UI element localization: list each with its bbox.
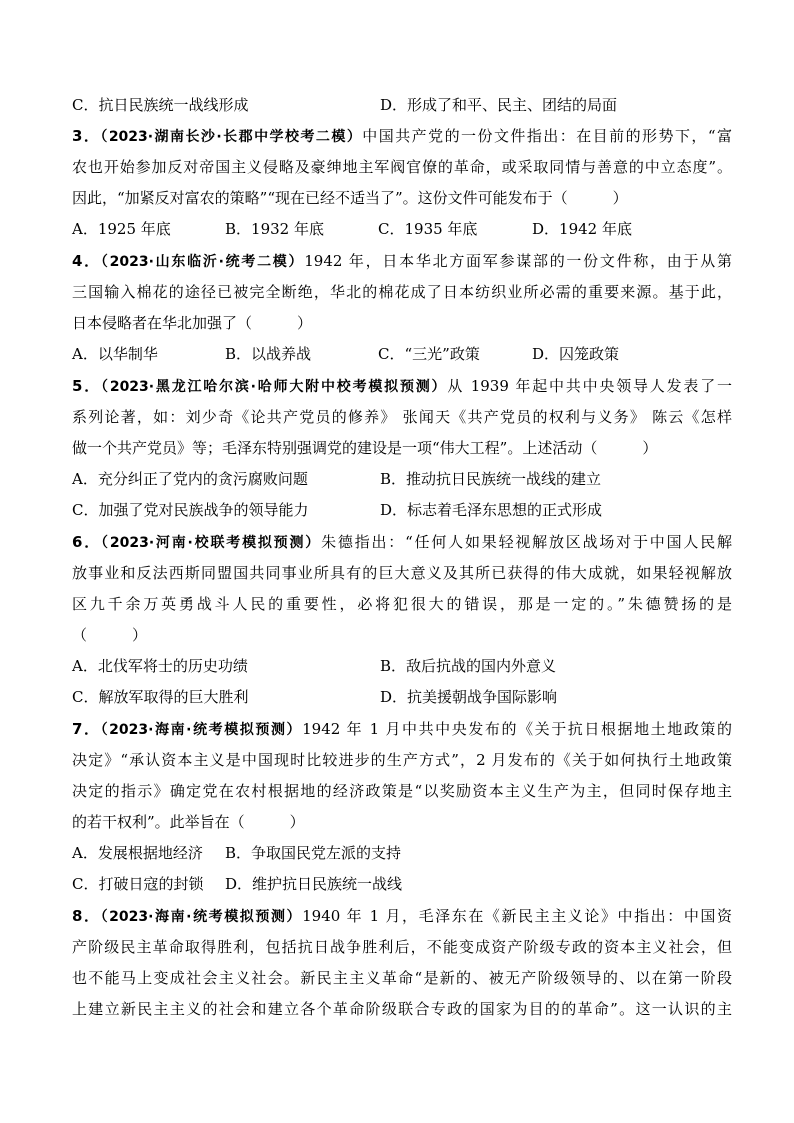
q2-option-c: C．抗日民族统一战线形成 xyxy=(72,96,249,114)
q3-option-c: C．1935 年底 xyxy=(378,220,478,238)
q7-option-c: C．打破日寇的封锁 xyxy=(72,875,204,893)
q5-source: （2023·黑龙江哈尔滨·哈师大附中校考模拟预测） xyxy=(101,379,448,395)
q6-option-a: A．北伐军将士的历史功绩 xyxy=(72,657,248,675)
q8-number: 8． xyxy=(72,907,101,925)
q8-line-2: 产阶级民主革命取得胜利，包括抗日战争胜利后，不能变成资产阶级专政的资本主义社会，但 xyxy=(72,938,732,956)
q5-option-b: B．推动抗日民族统一战线的建立 xyxy=(380,470,602,488)
q8-line-3: 也不能马上变成社会主义社会。新民主主义革命“是新的、被无产阶级领导的、以在第一阶段 xyxy=(72,969,732,987)
q7-option-d: D．维护抗日民族统一战线 xyxy=(225,875,403,893)
q7-option-a: A．发展根据地经济 xyxy=(72,844,203,862)
q8-line-4: 上建立新民主主义的社会和建立各个革命阶级联合专政的国家为目的的革命”。这一认识的主 xyxy=(72,1000,732,1018)
q6-line-4: （ ） xyxy=(72,626,148,644)
q4-option-a: A．以华制华 xyxy=(72,345,158,363)
q7-source: （2023·海南·统考模拟预测） xyxy=(100,722,303,738)
q4-line-2: 三国输入棉花的途径已被完全断绝，华北的棉花成了日本纺织业所必需的重要来源。基于此， xyxy=(72,283,732,301)
q6-line-3: 区九千余万英勇战斗人民的重要性，必将犯很大的错误，那是一定的。”朱德赞扬的是 xyxy=(72,595,732,613)
q5-line-1 xyxy=(72,375,732,398)
q4-text-1: 1942 年，日本华北方面军参谋部的一份文件称，由于从第 xyxy=(304,252,732,270)
q8-line-1 xyxy=(72,905,732,928)
q4-line-3: 日本侵略者在华北加强了（ ） xyxy=(72,314,313,332)
q6-line-1 xyxy=(72,531,732,554)
q6-option-d: D．抗美援朝战争国际影响 xyxy=(380,688,558,706)
q3-line-2: 农也开始参加反对帝国主义侵略及豪绅地主军阀官僚的革命，或采取同情与善意的中立态度”。 xyxy=(72,158,732,176)
q7-line-4: 的若干权利”。此举旨在（ ） xyxy=(72,813,305,831)
q4-source: （2023·山东临沂·统考二模） xyxy=(100,254,305,270)
q6-text-1: 朱德指出：“任何人如果轻视解放区战场对于中国人民解 xyxy=(321,533,732,551)
q5-option-d: D．标志着毛泽东思想的正式形成 xyxy=(380,501,603,519)
q2-option-d: D．形成了和平、民主、团结的局面 xyxy=(380,96,618,114)
q5-text-1: 从 1939 年起中共中央领导人发表了一 xyxy=(447,377,732,395)
q5-option-c: C．加强了党对民族战争的领导能力 xyxy=(72,501,309,519)
q4-option-d: D．囚笼政策 xyxy=(532,345,620,363)
q3-option-d: D．1942 年底 xyxy=(532,220,632,238)
q6-source: （2023·河南·校联考模拟预测） xyxy=(101,535,322,551)
q6-number: 6． xyxy=(72,533,102,551)
q3-line-1 xyxy=(72,125,732,148)
q7-text-1: 1942 年 1 月中共中央发布的《关于抗日根据地土地政策的 xyxy=(302,720,732,738)
q6-option-b: B．敌后抗战的国内外意义 xyxy=(380,657,557,675)
q7-line-1 xyxy=(72,718,732,741)
q7-line-3: 决定的指示》确定党在农村根据地的经济政策是“以奖励资本主义生产为主，但同时保存地主 xyxy=(72,782,732,800)
q4-number: 4． xyxy=(72,252,101,270)
q6-option-c: C．解放军取得的巨大胜利 xyxy=(72,688,249,706)
q3-option-a: A．1925 年底 xyxy=(72,220,171,238)
q3-number: 3． xyxy=(72,127,101,145)
q3-source: （2023·湖南长沙·长郡中学校考二模） xyxy=(100,129,363,145)
q3-text-1: 中国共产党的一份文件指出：在目前的形势下，“富 xyxy=(362,127,733,145)
q7-line-2: 决定》“承认资本主义是中国现时比较进步的生产方式”，2 月发布的《关于如何执行土地政策 xyxy=(72,751,732,769)
q7-option-b: B．争取国民党左派的支持 xyxy=(225,844,402,862)
q7-number: 7． xyxy=(72,720,101,738)
q3-option-b: B．1932 年底 xyxy=(225,220,324,238)
q5-number: 5． xyxy=(72,377,102,395)
q4-line-1 xyxy=(72,250,732,273)
q4-option-c: C．“三光”政策 xyxy=(378,345,480,363)
q5-line-2: 系列论著，如：刘少奇《论共产党员的修养》 张闻天《共产党员的权利与义务》 陈云《怎样 xyxy=(72,408,732,426)
q3-line-3: 因此，“加紧反对富农的策略”“现在已经不适当了”。这份文件可能发布于（ ） xyxy=(72,189,628,207)
q5-option-a: A．充分纠正了党内的贪污腐败问题 xyxy=(72,470,308,488)
q8-source: （2023·海南·统考模拟预测） xyxy=(100,909,303,925)
q5-line-3: 做一个共产党员》等；毛泽东特别强调党的建设是一项“伟大工程”。上述活动（ ） xyxy=(72,439,658,457)
q8-text-1: 1940 年 1 月，毛泽东在《新民主主义论》中指出：中国资 xyxy=(302,907,732,925)
q6-line-2: 放事业和反法西斯同盟国共同事业所具有的巨大意义及其所已获得的伟大成就，如果轻视解放 xyxy=(72,564,732,582)
q4-option-b: B．以战养战 xyxy=(225,345,312,363)
